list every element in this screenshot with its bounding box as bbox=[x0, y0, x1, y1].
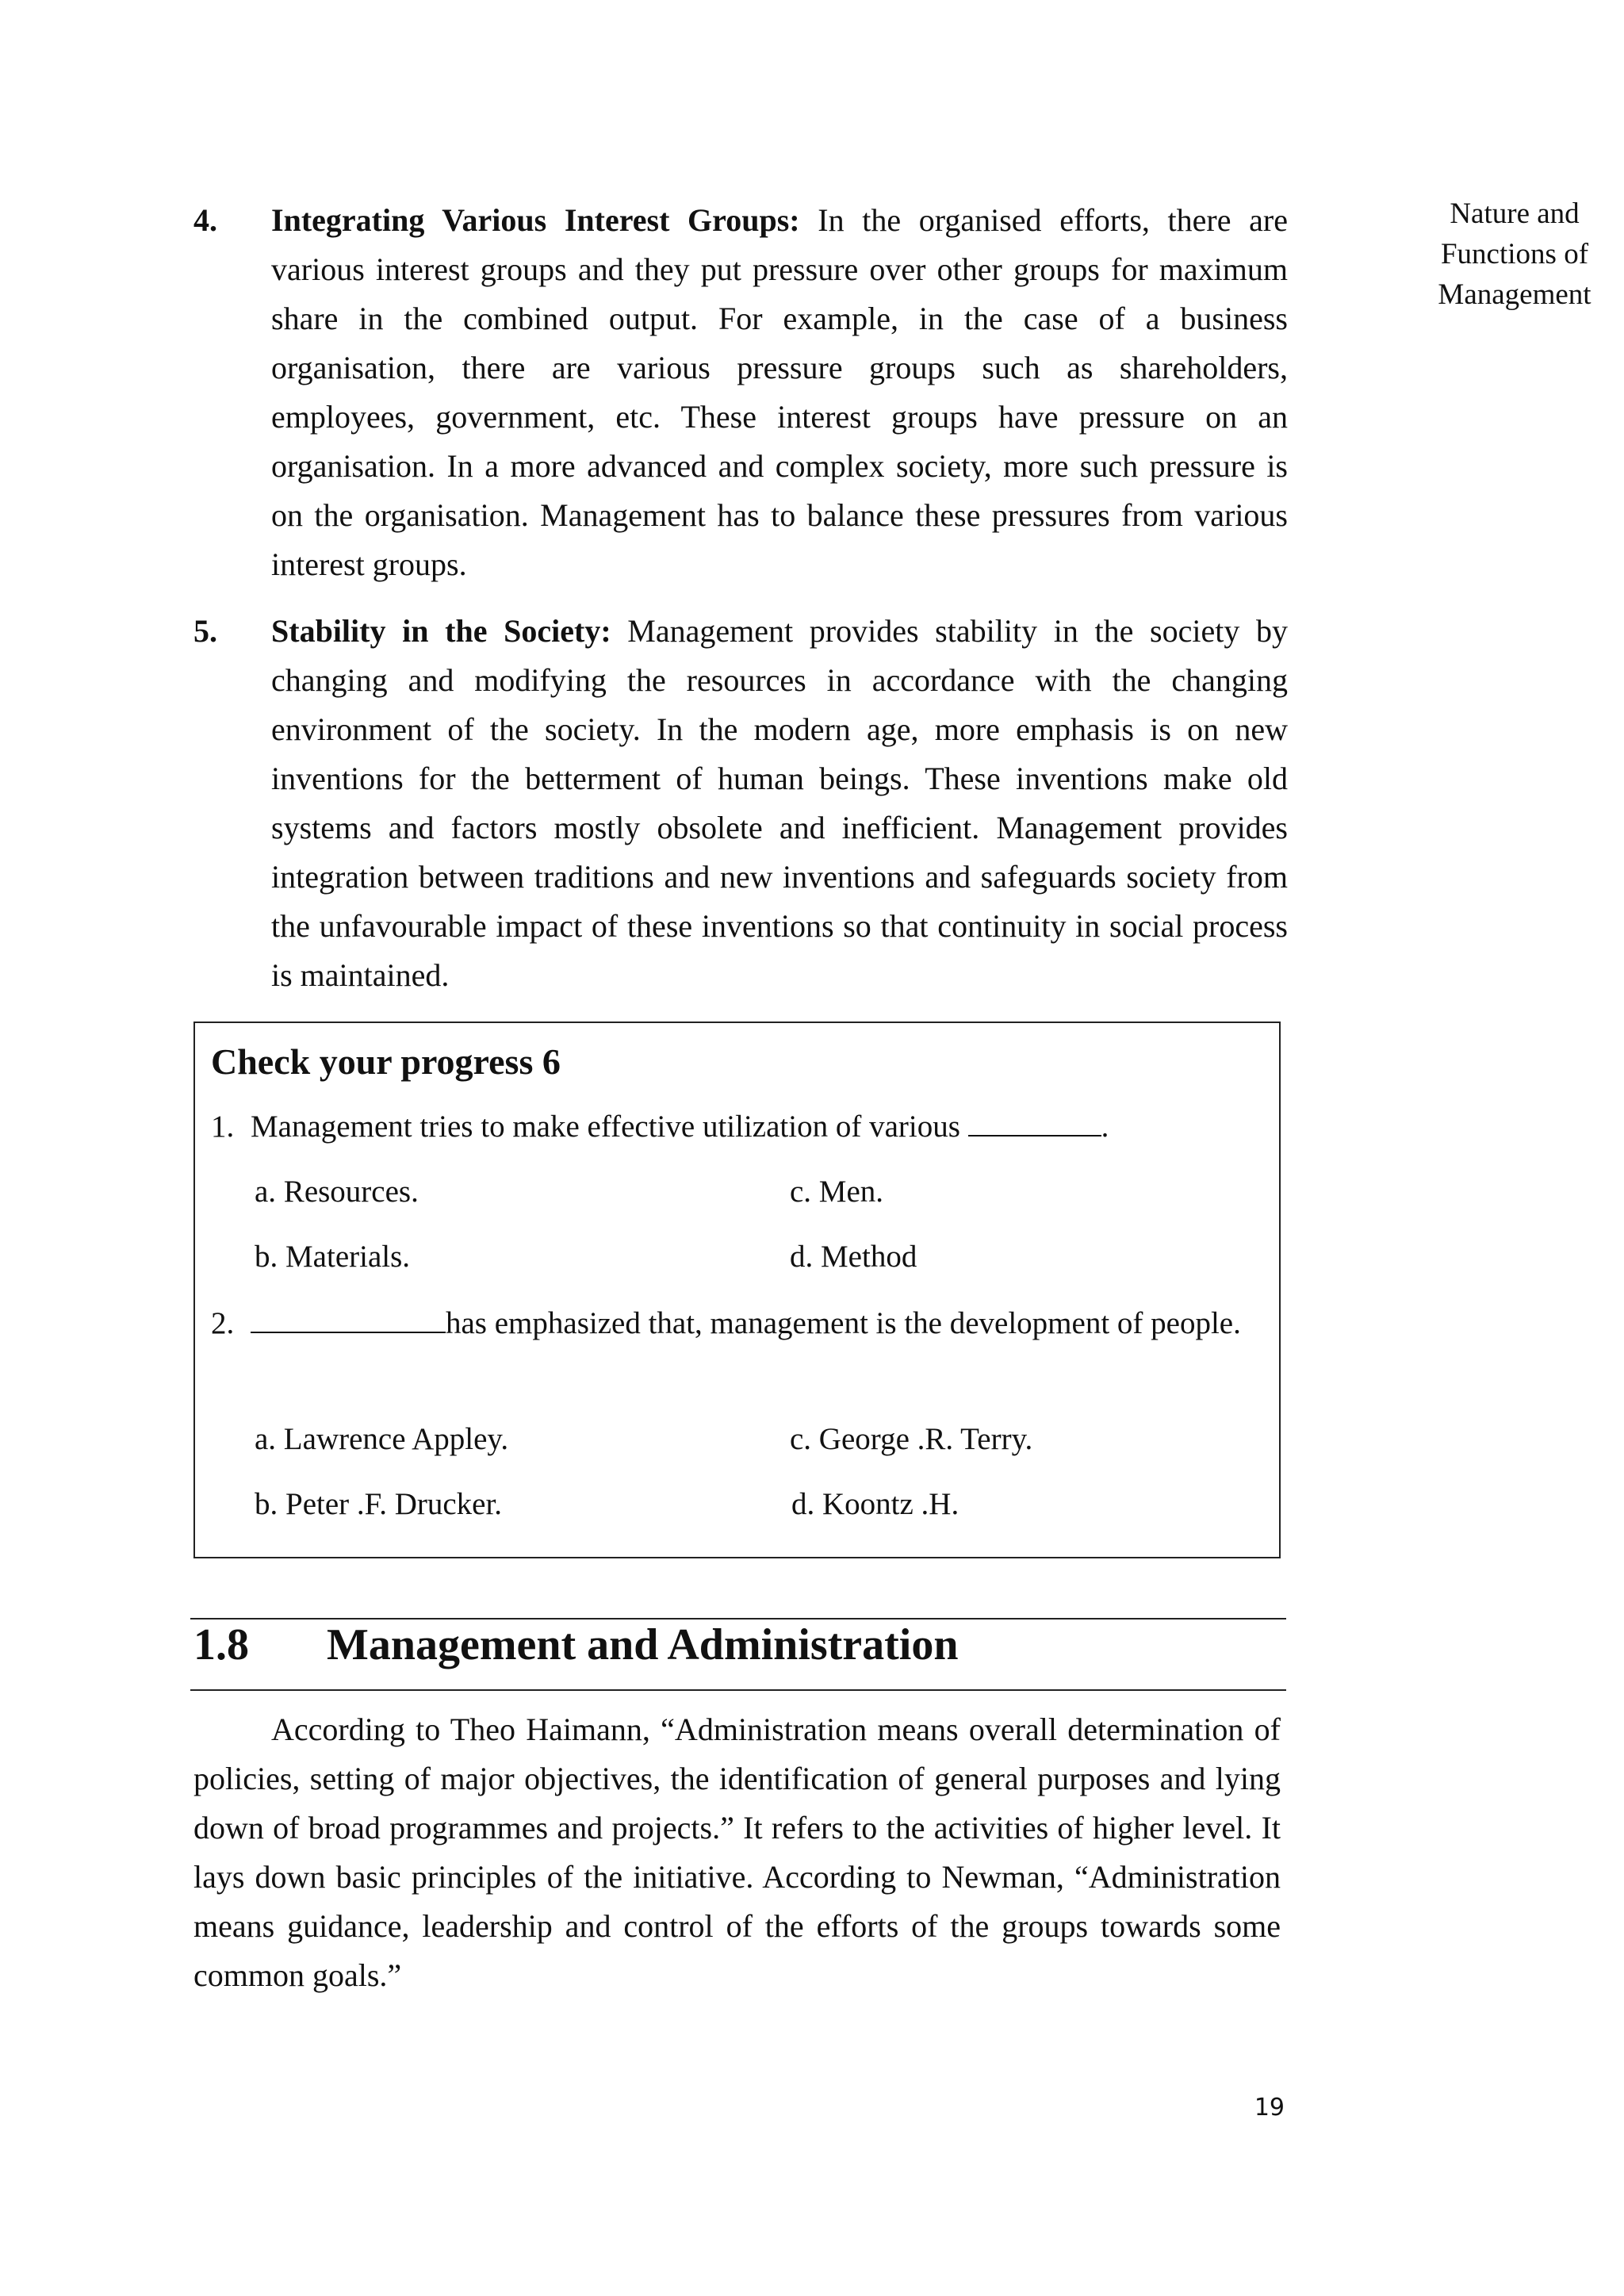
question-text: Management tries to make effective utilization of various bbox=[251, 1110, 960, 1144]
body-paragraph: According to Theo Haimann, “Administration means overall determination of policies, setting of major objectives, the identification of general purposes and lying down of broad programmes and projects.” It refers to the activities of higher level. It lays down basic principles of the initiative. According to Newman, “Administration means guidance, leadership and control of the efforts of the groups towards some common goals.” bbox=[193, 1711, 1281, 1993]
list-item-body bbox=[271, 196, 1288, 589]
option-d: d. Method bbox=[790, 1240, 917, 1274]
list-item-text: Management provides stability in the society by changing and modifying the resources in accordance with the changing environment of the society. In the modern age, more emphasis is on new inventions for the betterment of human beings. These inventions make old systems and factors mostly obsolete and inefficient. Management provides integration between traditions and new inventions and safeguards society from the unfavourable impact of these inventions so that continuity in social process is maintained. bbox=[271, 613, 1288, 993]
section-rule-bottom bbox=[190, 1689, 1286, 1691]
option-c: c. Men. bbox=[790, 1175, 884, 1209]
page-number: 19 bbox=[1254, 2094, 1285, 2122]
option-c: c. George .R. Terry. bbox=[790, 1422, 1033, 1456]
option-b: b. Materials. bbox=[255, 1240, 411, 1274]
question-number: 1. bbox=[211, 1110, 235, 1144]
question-number: 2. bbox=[211, 1306, 235, 1340]
option-a: a. Lawrence Appley. bbox=[255, 1422, 509, 1456]
margin-note-line: Management bbox=[1438, 278, 1591, 311]
margin-note bbox=[1396, 194, 1624, 315]
section-number: 1.8 bbox=[193, 1620, 249, 1669]
margin-note-line: Nature and bbox=[1450, 197, 1580, 230]
option-b: b. Peter .F. Drucker. bbox=[255, 1487, 503, 1521]
list-item-number: 5. bbox=[193, 613, 217, 649]
question-1 bbox=[211, 1102, 1109, 1152]
margin-note-line: Functions of bbox=[1440, 238, 1589, 270]
answer-blank bbox=[251, 1305, 446, 1333]
answer-blank bbox=[968, 1108, 1101, 1137]
section-title: Management and Administration bbox=[327, 1620, 959, 1669]
list-item-stability-in-society bbox=[193, 607, 1288, 1000]
section-heading bbox=[193, 1619, 959, 1670]
question-2 bbox=[211, 1299, 1258, 1348]
list-item-body bbox=[271, 607, 1288, 1000]
check-your-progress-box bbox=[193, 1022, 1281, 1558]
progress-box-title: Check your progress 6 bbox=[211, 1041, 561, 1082]
list-item-integrating-interest-groups bbox=[193, 196, 1288, 589]
option-a: a. Resources. bbox=[255, 1175, 419, 1209]
list-item-heading: Stability in the Society: bbox=[271, 613, 611, 649]
list-item-heading: Integrating Various Interest Groups: bbox=[271, 202, 800, 238]
list-item-number: 4. bbox=[193, 202, 217, 238]
list-item-text: In the organised efforts, there are various interest groups and they put pressure over other groups for maximum share in the combined output. For example, in the case of a business organisation, there are various pressure groups such as shareholders, employees, government, etc. These interest groups have pressure on an organisation. In a more advanced and complex society, more such pressure is on the organisation. Management has to balance these pressures from various interest groups. bbox=[271, 202, 1288, 582]
option-d: d. Koontz .H. bbox=[791, 1487, 959, 1521]
question-suffix: . bbox=[1101, 1110, 1109, 1144]
question-text: has emphasized that, management is the development of people. bbox=[446, 1306, 1241, 1340]
